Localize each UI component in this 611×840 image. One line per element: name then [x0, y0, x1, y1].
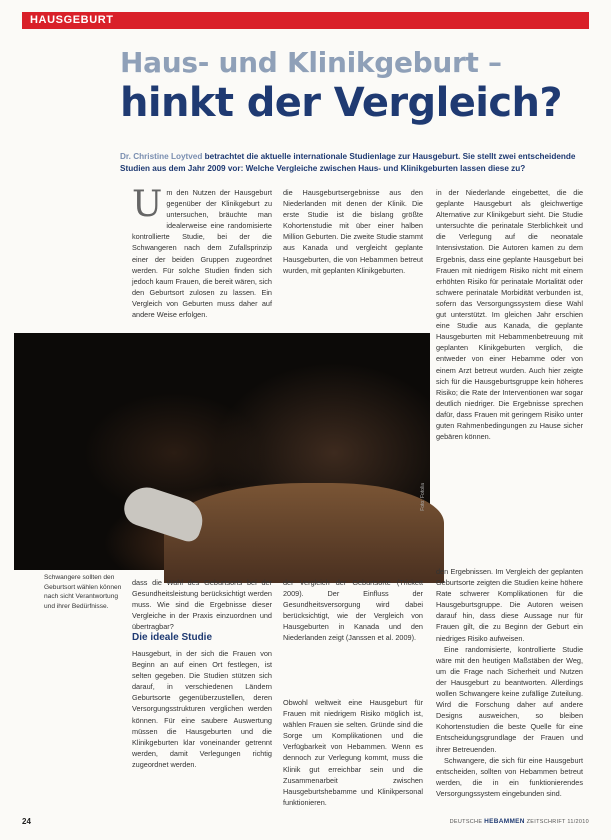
section-rubric: HAUSGEBURT — [22, 12, 589, 29]
column-2a-mid — [132, 577, 272, 632]
column-3-mid-text: den Ergebnissen. Im Vergleich der geplanten Geburtsorte zeigten die Studien keine höhere Rate schwerer Komplikationen für die Hausgeburtsgruppe. Die Autoren weisen darauf hin, dass diese Aussage nur für Frauen gilt, die zu Beginn der Geburt ein niedriges Risiko aufweisen. — [436, 567, 583, 643]
column-1-top-text: m den Nutzen der Hausgeburt gegenüber der Klinikgeburt zu untersuchen, bräuchte man idealerweise eine randomisierte kontrollierte Studie, bei der die Schwangeren nach dem Zufallsprinzip einer der beiden Gruppen zugeordnet werden. Für solche Studien finden sich jedoch kaum Frauen, die bereit wären, sich den Geburtsort zulosen zu lassen. Ein Vergleich von Geburten muss daher auf andere Weise erfolgen. — [132, 188, 272, 320]
title-line-2: hinkt der Vergleich? — [120, 80, 562, 126]
article-photo — [14, 333, 430, 570]
photo-caption: Schwangere sollten den Geburtsort wählen können nach sicht Verantwortung und ihrer Bedürfnisse. — [44, 574, 122, 610]
column-2b-bottom — [283, 697, 423, 808]
footer-issue: ZEITSCHRIFT 11/2010 — [526, 819, 589, 825]
lead-text: betrachtet die aktuelle internationale Studienlage zur Hausgeburt. Sie stellt zwei entscheidende Studien aus dem Jahr 2009 vor: Welche Vergleiche zwischen Haus- und Klinikgeburten lassen diese zu? — [120, 152, 576, 173]
column-3-top-text: in der Niederlande eingebettet, die die geplante Hausgeburt als gleichwertige Alternative zur Klinikgeburt sieht. Die Studie untersuchte die perinatale Sterblichkeit und die Verlegung auf die neonatale Intensivstation. Die Autoren kamen zu dem Ergebnis, dass eine geplante Hausgeburt bei Frauen mit niedrigem Risiko nicht mit einem erhöhten Risiko für perinatale Mortalität oder schwere perinatale Morbidität verbunden ist, sofern das Versorgungssystem diese Wahl gut unterstützt. Im gleichen Jahr erschien eine Studie aus Kanada, die geplante Hausgeburten mit Hebammenbetreuung mit geplanten Klinikgeburten verglich, die entweder von einer Hebamme oder von einem Arzt betreut wurden. Auch hier zeigte sich für die Hausgeburtsgruppe kein höheres Risiko; die Rate der Interventionen war sogar deutlich niedriger. Die Ergebnisse sprechen dafür, dass Frauen mit geringem Risiko unter guten Rahmenbedingungen zu Hause sicher gebären können. — [436, 188, 583, 442]
subheading: Die ideale Studie — [132, 632, 213, 643]
footer-prefix: DEUTSCHE — [449, 819, 483, 825]
column-2b-bottom-text: Obwohl weltweit eine Hausgeburt für Frauen mit niedrigem Risiko möglich ist, wählen Frauen sie selten. Gründe sind die Sorge um Komplikationen und die Verfügbarkeit von Hebammen. Wenn es dennoch zur Verlegung kommt, muss die Klinik gut erreichbar sein und die Zusammenarbeit zwischen Hausgeburtshebamme und Klinikpersonal funktionieren. — [283, 698, 423, 807]
column-1-top — [132, 184, 272, 330]
dropcap: U — [132, 184, 163, 225]
lead-paragraph — [120, 151, 580, 175]
footer-magazine-name: HEBAMMEN — [484, 818, 525, 825]
title-line-1: Haus- und Klinikgeburt – — [120, 46, 502, 79]
column-3-bottom — [436, 566, 583, 808]
column-2b-mid — [283, 577, 423, 687]
column-2-top-text: die Hausgeburtsergebnisse aus den Niederlanden mit denen der Klinik. Die erste Studie ist die bislang größte Kohortenstudie mit über einer halben Million Geburten. Die zweite Studie stammt aus Kanada und vergleicht geplante Hausgeburten, die von Hebammen betreut wurden, mit geplanten Klinikgeburten. — [283, 188, 423, 275]
column-2a-mid-text: dass die Wahl des Geburtsorts bei der Gesundheitsleistung berücksichtigt werden muss. Wie sind die Ergebnisse dieser Vergleiche in der Praxis einzuordnen und übertragbar? — [132, 578, 272, 632]
lead-author: Dr. Christine Loytved — [120, 152, 203, 161]
photo-credit: Foto: Fotolia — [420, 483, 426, 511]
column-3-bottom-text: Eine randomisierte, kontrollierte Studie wäre mit den heutigen Maßstäben der Weg, um die Frage nach Sicherheit und Nutzen der Hausgeburt zu beantworten. Allerdings wollen Schwangere keine zufällige Zuteilung. Wird die Forschung daher auf andere Designs ausweichen, so bleiben Kohortenstudien die beste Quelle für eine Entscheidungsgrundlage der Frauen und ihrer Betreuenden. — [436, 644, 583, 754]
column-3-end-text: Schwangere, die sich für eine Hausgeburt entscheiden, sollten von Hebammen betreut werden, die in ein funktionierendes Versorgungssystem eingebunden sind. — [436, 755, 583, 798]
photo-body-shape — [164, 483, 444, 583]
column-3-top — [436, 187, 583, 562]
column-2-top — [283, 187, 423, 330]
column-2a-bottom-text: Hausgeburt, in der sich die Frauen von Beginn an auf einen Ort festlegen, ist selten gegeben. Die Studien stützen sich darauf, in verschiedenen Ländern Geburtsorte gegenüberzustellen, deren Versorgungsstrukturen verglichen werden können. Für eine saubere Auswertung müssen die Hausgeburten und die Klinikgeburten klar voneinander getrennt werden, damit Verlegungen richtig zugeordnet werden. — [132, 649, 272, 769]
column-2a-bottom — [132, 648, 272, 808]
magazine-footer — [450, 818, 589, 825]
column-2b-mid-text: der Vergleich der Geburtsorte (Trickett 2009). Der Einfluss der Gesundheitsversorgung wird dabei berücksichtigt, wie der Vergleich von Hausgeburten in Kanada und den Niederlanden zeigt (Janssen et al. 2009). — [283, 578, 423, 643]
page-number: 24 — [22, 817, 31, 826]
